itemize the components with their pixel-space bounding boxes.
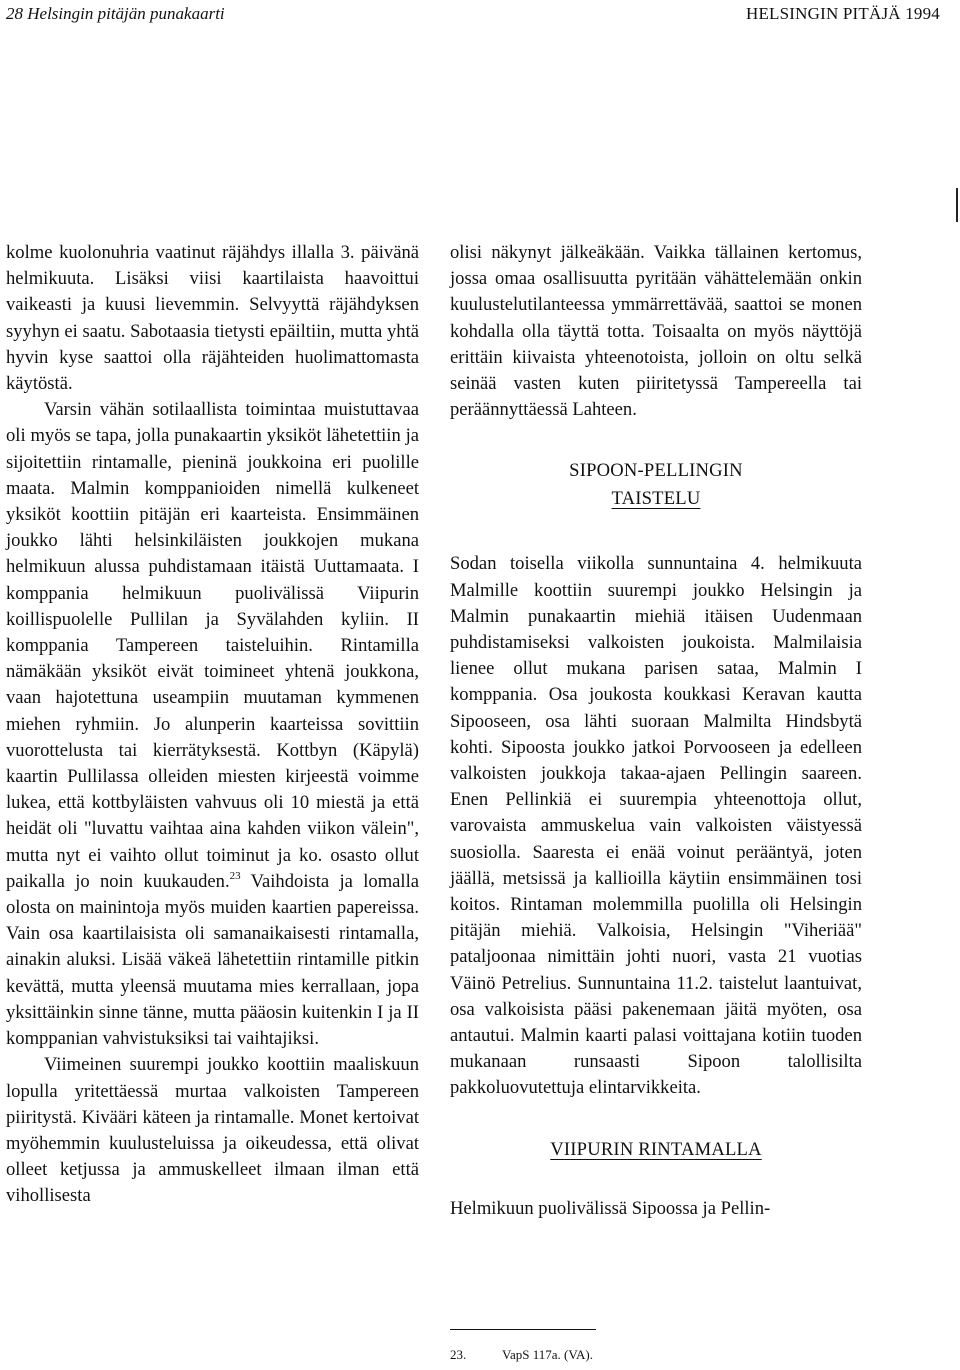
right-column bbox=[450, 240, 862, 1222]
header-page-title: 28 Helsingin pitäjän punakaarti bbox=[6, 4, 225, 23]
paragraph: kolme kuolonuhria vaatinut räjähdys illalla 3. päivänä helmikuuta. Lisäksi viisi kaartilaista haavoittui vaikeasti ja kuusi lievemmin. Selvyyttä räjähdyksen syyhyn ei saatu. Sabotaasia tietysti epäiltiin, mutta yhtä hyvin kyse saattoi olla räjähteiden huolimattomasta käytöstä. bbox=[6, 242, 419, 395]
left-column bbox=[6, 240, 419, 1210]
section-heading-line: SIPOON-PELLINGIN bbox=[569, 460, 743, 482]
section-heading-line: TAISTELU bbox=[611, 488, 701, 510]
footnote bbox=[450, 1347, 593, 1363]
paragraph: olisi näkynyt jälkeäkään. Vaikka tällainen kertomus, jossa omaa osallisuutta pyritään vähättelemään onkin kuulustelutilanteessa ymmärrettävää, saattoi se monen kohdalla olla täyttä totta. Toisaalta on myös näyttöjä erittäin kiivaista yhteenotoista, jolloin on oltu selkä seinää vasten kuten piiritetyssä Tampereella tai peräännyttäessä Lahteen. bbox=[450, 242, 862, 421]
footnote-text: VapS 117a. (VA). bbox=[502, 1347, 593, 1362]
paragraph bbox=[6, 397, 419, 1052]
paragraph-text: Vaihdoista ja lomalla olosta on mainintoja myös muiden kaartien papereissa. Vain osa kaartilaisista oli samanaikaisesti rintamalla, ainakin aluksi. Lisää väkeä lähetettiin rintamille pitkin kevättä, mutta yleensä muutama mies kerrallaan, jopa yksittäinkin sinne tänne, mutta pääosin kuitenkin I ja II komppanian vahvistuksiksi tai vaihtajiksi. bbox=[6, 870, 420, 1050]
paragraph: Viimeinen suurempi joukko koottiin maaliskuun lopulla yritettäessä murtaa valkoisten Tampereen piiritystä. Kivääri käteen ja rintamalle. Monet kertoivat myöhemmin kuulusteluissa ja oikeudessa, että olivat olleet ketjussa ja ammuskelleet ilmaan ilman että vihollisesta bbox=[6, 1054, 419, 1207]
header-publication: HELSINGIN PITÄJÄ 1994 bbox=[745, 4, 940, 23]
paragraph: Helmikuun puolivälissä Sipoossa ja Pellin- bbox=[450, 1197, 771, 1219]
section-heading bbox=[450, 1136, 862, 1164]
footnote-reference: 23 bbox=[229, 869, 241, 882]
paragraph: Sodan toisella viikolla sunnuntaina 4. helmikuuta Malmille koottiin suurempi joukko Helsingin ja Malmin punakaartin miehiä itäisen Uudenmaan puhdistamiseksi valkoisten joukoista. Malmilaisia lienee ollut mukana parisen sataa, Malmin I komppania. Osa joukosta koukkasi Keravan kautta Sipooseen, osa lähti suoraan Malmilta Hindsbytä kohti. Sipoosta joukko jatkoi Porvooseen ja edelleen valkoisten joukkoja takaa-ajaen Pellingin saareen. Enen Pellinkiä ei suurempia yhteenottoja ollut, varovaista ammuskelua vain valkoisten väistyessä suosiolla. Saaresta ei enää voinut perääntyä, joten jäällä, metsissä ja kallioilla käytiin ensimmäinen tosi koitos. Rintaman molemmilla puolilla oli Helsingin pitäjän miehiä. Valkoisia, Helsingin "Viheriää" pataljoonaa nimittäin johti nuori, vasta 21 vuotias Väinö Petrelius. Sunnuntaina 11.2. taistelut laantuivat, osa valkoisista pääsi pakenemaan jäitä myöten, osa antautui. Malmin kaarti palasi voittajana kotiin tuoden mukanaan runsaasti Sipoon talollisilta pakkoluovutettuja elintarvikkeita. bbox=[450, 553, 862, 1099]
footnote-number: 23. bbox=[450, 1347, 467, 1362]
section-heading-line: VIIPURIN RINTAMALLA bbox=[550, 1138, 762, 1160]
running-header bbox=[6, 4, 940, 28]
page-edge-mark bbox=[956, 188, 958, 222]
footnote-rule bbox=[450, 1329, 596, 1330]
paragraph-text: Varsin vähän sotilaallista toimintaa muistuttavaa oli myös se tapa, jolla punakaartin yksiköt lähetettiin ja sijoitettiin rintamalle, pieninä joukkoina eri puolille maata. Malmin komppanioiden nimellä kulkeneet yksiköt koottiin pitäjän eri kaarteista. Ensimmäinen joukko lähti helsinkiläisten joukkojen mukana helmikuun alussa puhdistamaan itäistä Uuttamaata. I komppania helmikuun puolivälissä Viipurin koillispuolelle Pullilan ja Syvälahden kyliin. II komppania Tampereen taisteluihin. Rintamilla nämäkään yksiköt eivät toimineet yhtenä joukkona, vaan hajotettuna useampiin muutaman kymmenen miehen ryhmiin. Jo alunperin kaarteissa sovittiin vuorottelusta tai kierrätyksestä. Kottbyn (Käpylä) kaartin Pullilassa olleiden miesten kirjeestä voimme lukea, että kottbyläisten vahvuus oli 10 miestä ja että heidät oli "luvattu vaihtaa aina kahden viikon välein", mutta nyt ei vaihto ollut toiminut ja ko. osasto ollut paikalla jo noin kuukauden. bbox=[6, 399, 419, 892]
section-heading bbox=[450, 457, 862, 513]
